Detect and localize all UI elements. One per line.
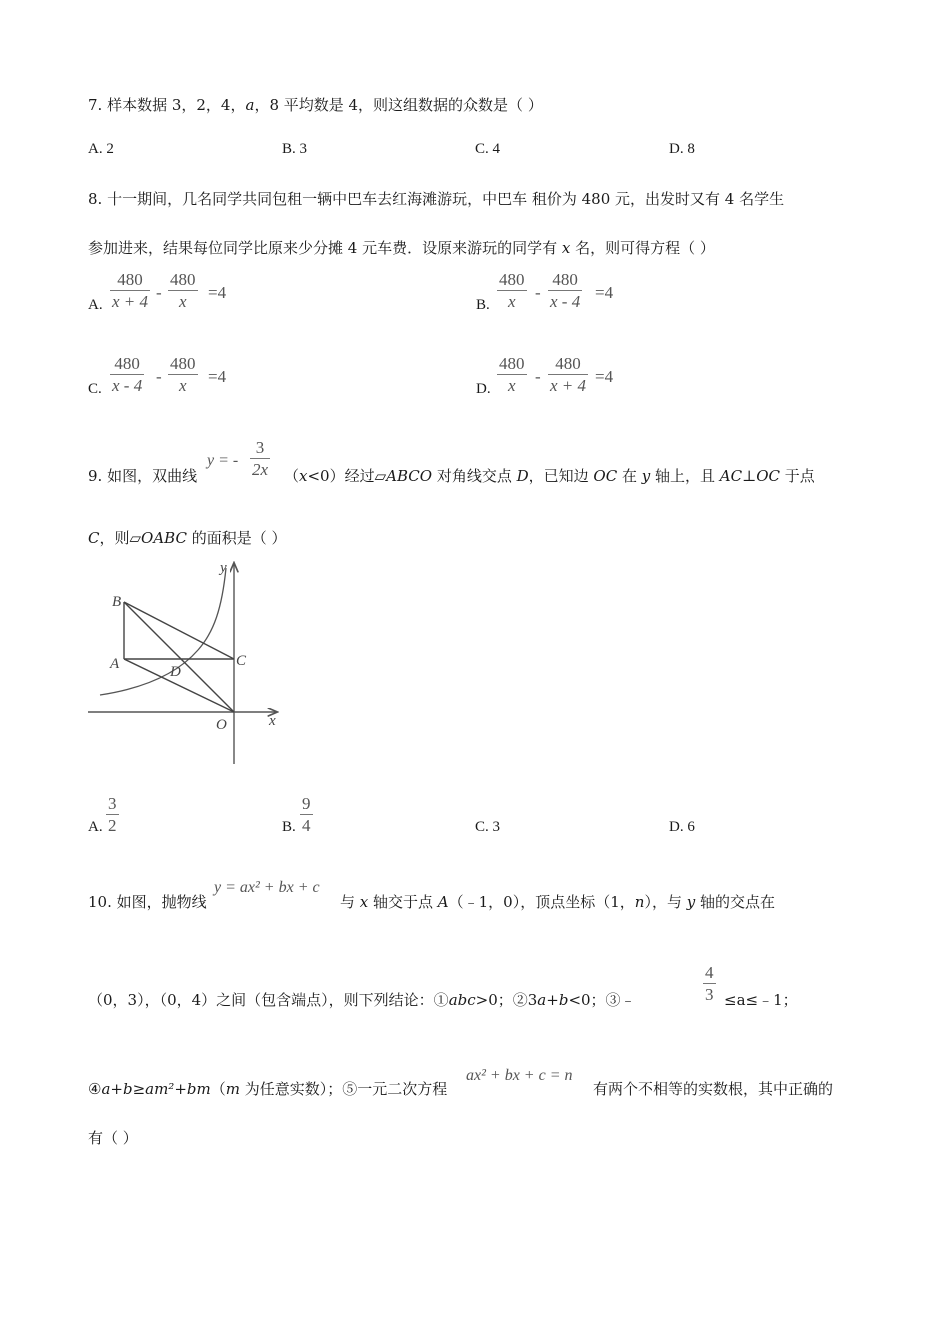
q8-d-frac1-den: x: [497, 374, 527, 397]
q10-abc: abc: [448, 991, 476, 1009]
q10-stem-rest: [340, 891, 775, 912]
q9-line2-b: 的面积是（ ）: [186, 529, 287, 547]
q9-label-c: C: [236, 653, 247, 669]
q8-c-minus: -: [156, 367, 162, 386]
q9-stem-g: 于点: [779, 467, 815, 485]
q9-label-d: D: [170, 664, 181, 680]
q10-stem-c: 轴交于点: [368, 893, 438, 911]
q9-cond-var: x: [299, 467, 308, 485]
q8-d-eq: =4: [595, 367, 614, 386]
q8-label-a: A.: [88, 297, 103, 313]
q8-line2-a: 参加进来，结果每位同学比原来少分摊 4 元车费．设原来游玩的同学有: [88, 239, 562, 257]
q10-a-var: a: [537, 991, 547, 1009]
q9-func-num: 3: [255, 438, 265, 457]
q10-line4: 有（ ）: [88, 1129, 138, 1147]
q8-d-minus: -: [535, 367, 541, 386]
q9-label-o: O: [216, 717, 227, 733]
q8-var-x: x: [561, 239, 571, 257]
q8-c-frac1-den: x - 4: [112, 376, 143, 395]
q8-line2: [88, 237, 715, 258]
q9-option-a-label: A.: [88, 819, 103, 835]
q8-c-frac2: [168, 354, 198, 397]
q10-plus: +: [546, 991, 559, 1009]
q10-line2-a: （0，3），（0，4）之间（包含端点），则下列结论：①: [88, 991, 449, 1009]
q10-line3-left: [88, 1078, 447, 1099]
q8-a-frac1: [110, 270, 150, 313]
q9-stem-c: 对角线交点: [432, 467, 517, 485]
q10-line2-b: >0；②3: [475, 991, 538, 1009]
q8-d-frac2: [548, 354, 588, 397]
q8-c-eq: =4: [208, 367, 227, 386]
q9-segment-bc: [124, 602, 234, 659]
q8-c-frac1-num: 480: [114, 354, 140, 373]
q9-option-b-label: B.: [282, 819, 296, 835]
q10-line3-d: 有两个不相等的实数根，其中正确的: [593, 1080, 834, 1098]
q7-option-d: D. 8: [669, 141, 695, 157]
q9-segment-bo: [124, 602, 234, 712]
q9-line2-para: ▱OABC: [129, 529, 187, 547]
q10-line3-a: ④: [88, 1080, 102, 1098]
q9-ac-perp: AC⊥OC: [719, 467, 780, 485]
q9-stem-b: （: [284, 467, 300, 485]
q10-m-var: m: [225, 1080, 240, 1098]
q9-option-a-frac: [106, 794, 119, 837]
q9-label-x: x: [269, 713, 276, 729]
q9-stem-rest: [284, 465, 815, 486]
q9-func-frac: [250, 438, 270, 481]
q10-stem-f: 轴的交点在: [695, 893, 775, 911]
q8-b-frac1-den: x: [497, 290, 527, 313]
q10-frac-den: 3: [705, 985, 714, 1004]
q8-d-frac1-num: 480: [499, 354, 525, 373]
q8-b-minus: -: [535, 283, 541, 302]
q7-stem: [88, 94, 543, 115]
q8-c-frac2-den: x: [168, 374, 198, 397]
q10-pt-a: A: [437, 893, 449, 911]
q9-para: ▱ABCO: [374, 467, 433, 485]
q8-c-frac2-num: 480: [170, 354, 196, 373]
q9-option-b-frac: [300, 794, 313, 837]
q9-stem-e: 在: [617, 467, 642, 485]
q10-stem-a: 10. 如图，抛物线: [88, 893, 207, 911]
q9-oc: OC: [593, 467, 618, 485]
q7-option-a: A. 2: [88, 141, 114, 157]
q9-stem-a: 9. 如图，双曲线: [88, 467, 198, 485]
q8-b-frac2-num: 480: [552, 270, 578, 289]
q9-option-d: D. 6: [669, 819, 695, 835]
q10-ineq: a+b≥am²+bm: [101, 1080, 211, 1098]
q10-line3-c: 为任意实数）；⑤一元二次方程: [239, 1080, 448, 1098]
q8-d-frac2-num: 480: [555, 354, 581, 373]
q7-var-a: a: [245, 96, 255, 114]
q9-label-a: A: [110, 656, 120, 672]
q10-frac: [703, 963, 716, 1006]
q9-option-a-den: 2: [108, 816, 117, 835]
q10-line2-d: ≤a≤﹣1；: [724, 991, 798, 1009]
q10-stem-e: ），与: [644, 893, 687, 911]
q9-label-b: B: [112, 594, 122, 610]
q10-line2: [88, 989, 636, 1010]
q8-label-d: D.: [476, 381, 491, 397]
q10-n-var: n: [634, 893, 645, 911]
q9-option-c: C. 3: [475, 819, 501, 835]
q7-option-c: C. 4: [475, 141, 501, 157]
q8-b-eq: =4: [595, 283, 614, 302]
q8-b-frac2: [548, 270, 582, 313]
q10-line3-b: （: [210, 1080, 226, 1098]
q9-option-b-num: 9: [302, 794, 311, 813]
q7-stem-b: ，8 平均数是 4，则这组数据的众数是（ ）: [254, 96, 543, 114]
q9-label-y: y: [220, 560, 227, 576]
q9-y-axis: y: [641, 467, 651, 485]
q10-equation: ax² + bx + c = n: [466, 1067, 573, 1084]
q9-figure: [86, 558, 286, 768]
q8-label-b: B.: [476, 297, 490, 313]
q8-a-eq: =4: [208, 283, 227, 302]
q9-stem-d: ，已知边: [528, 467, 594, 485]
q8-a-frac1-num: 480: [117, 270, 143, 289]
q8-b-frac2-den: x - 4: [550, 292, 581, 311]
q10-y-axis: y: [686, 893, 696, 911]
q8-label-c: C.: [88, 381, 102, 397]
q8-line2-b: 名，则可得方程（ ）: [570, 239, 715, 257]
q10-stem-b: 与: [340, 893, 360, 911]
q9-func-lhs: y = -: [207, 452, 239, 469]
q9-line2: [88, 527, 287, 548]
q7-stem-a: 7. 样本数据 3，2，4，: [88, 96, 246, 114]
q8-c-frac1: [110, 354, 144, 397]
q9-pt-d: D: [516, 467, 529, 485]
q8-a-frac2: [168, 270, 198, 313]
q8-d-frac2-den: x + 4: [550, 376, 587, 395]
q9-cond-rest: <0）经过: [307, 467, 375, 485]
q10-x-axis: x: [359, 893, 369, 911]
q8-line1: 8. 十一期间，几名同学共同包租一辆中巴车去红海滩游玩，中巴车 租价为 480 元，出发时又有 4 名学生: [88, 190, 785, 208]
q9-func-den: 2x: [252, 460, 269, 479]
q10-parabola: y = ax² + bx + c: [214, 879, 320, 896]
q7-option-b: B. 3: [282, 141, 308, 157]
q10-b-var: b: [558, 991, 569, 1009]
q9-line2-c: C: [88, 529, 100, 547]
q9-hyperbola-curve: [100, 568, 226, 695]
q9-option-b-den: 4: [302, 816, 311, 835]
q9-line2-a: ，则: [99, 529, 130, 547]
q10-frac-num: 4: [705, 963, 714, 982]
q10-stem-d: （﹣1，0），顶点坐标（1，: [448, 893, 635, 911]
q10-line2-c: <0；③﹣: [568, 991, 636, 1009]
q8-a-frac1-den: x + 4: [112, 292, 149, 311]
q9-option-a-num: 3: [108, 794, 117, 813]
q8-b-frac1-num: 480: [499, 270, 525, 289]
q8-a-minus: -: [156, 283, 162, 302]
q8-b-frac1: [497, 270, 527, 313]
q8-a-frac2-den: x: [168, 290, 198, 313]
q8-d-frac1: [497, 354, 527, 397]
q8-a-frac2-num: 480: [170, 270, 196, 289]
q9-stem-f: 轴上，且: [650, 467, 720, 485]
